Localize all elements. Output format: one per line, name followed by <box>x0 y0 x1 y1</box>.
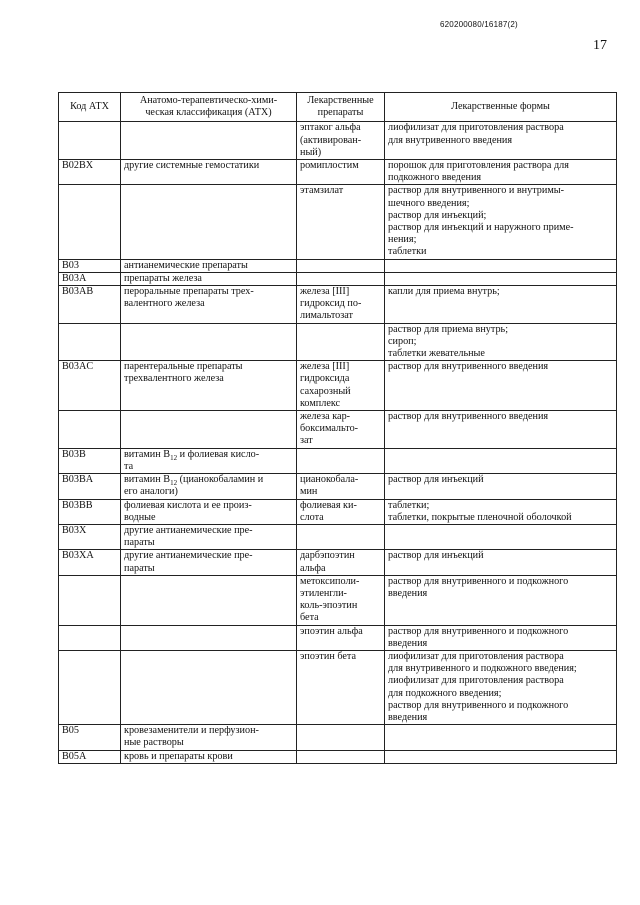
dosage-forms-cell: раствор для внутривенного и внутримы- шечного введения; раствор для инъекций; раствор для инъекций и наружного приме- нения; таблетки <box>385 185 617 259</box>
table-row <box>59 448 617 473</box>
drug-cell: фолиевая ки- слота <box>297 499 385 524</box>
drug-cell: этамзилат <box>297 185 385 259</box>
atc-code-cell <box>59 650 121 724</box>
dosage-forms-cell: таблетки; таблетки, покрытые пленочной оболочкой <box>385 499 617 524</box>
drug-cell <box>297 725 385 750</box>
atc-class-cell: витамин $B_{12}$ (цианокобаламин и его аналоги) <box>121 474 297 499</box>
header-drugs: Лекарственные препараты <box>297 93 385 122</box>
table-row <box>59 122 617 160</box>
drug-cell <box>297 448 385 473</box>
drug-cell: ромиплостим <box>297 160 385 185</box>
drug-cell: железа [III] гидроксида сахарозный комплекс <box>297 361 385 411</box>
atc-code-cell: B03B <box>59 448 121 473</box>
drug-cell: эпоэтин альфа <box>297 625 385 650</box>
table-row <box>59 650 617 724</box>
table-row <box>59 160 617 185</box>
drug-cell: железа кар- боксимальто- зат <box>297 411 385 449</box>
atc-code-cell: B02BX <box>59 160 121 185</box>
atc-code-cell: B03AB <box>59 286 121 324</box>
table-row <box>59 185 617 259</box>
atc-class-cell <box>121 575 297 625</box>
drug-cell: дарбэпоэтин альфа <box>297 550 385 575</box>
atc-code-cell: B03BB <box>59 499 121 524</box>
drug-cell: железа [III] гидроксид по- лимальтозат <box>297 286 385 324</box>
atc-code-cell <box>59 575 121 625</box>
atc-code-cell: B03BA <box>59 474 121 499</box>
atc-code-cell: B03 <box>59 259 121 272</box>
document-id: 620200080/16187(2) <box>440 20 518 29</box>
dosage-forms-cell <box>385 524 617 549</box>
atc-class-cell <box>121 650 297 724</box>
atc-code-cell: B05 <box>59 725 121 750</box>
atc-class-cell: кровезаменители и перфузион- ные растворы <box>121 725 297 750</box>
atc-class-cell <box>121 122 297 160</box>
table-row <box>59 323 617 361</box>
table-row <box>59 259 617 272</box>
atc-class-cell: парентеральные препараты трехвалентного железа <box>121 361 297 411</box>
table-row <box>59 272 617 285</box>
table-row <box>59 474 617 499</box>
dosage-forms-cell <box>385 750 617 763</box>
table-row <box>59 524 617 549</box>
atc-class-cell <box>121 185 297 259</box>
drug-cell <box>297 272 385 285</box>
dosage-forms-cell: раствор для внутривенного и подкожного введения <box>385 625 617 650</box>
atc-class-cell <box>121 411 297 449</box>
atc-class-cell <box>121 323 297 361</box>
atc-code-cell: B05A <box>59 750 121 763</box>
dosage-forms-cell: раствор для приема внутрь; сироп; таблетки жевательные <box>385 323 617 361</box>
dosage-forms-cell: раствор для инъекций <box>385 474 617 499</box>
atc-table <box>58 92 617 764</box>
table-row <box>59 575 617 625</box>
atc-class-cell: фолиевая кислота и ее произ- водные <box>121 499 297 524</box>
atc-code-cell: B03A <box>59 272 121 285</box>
atc-class-cell <box>121 625 297 650</box>
atc-class-cell: другие антианемические пре- параты <box>121 550 297 575</box>
dosage-forms-cell: капли для приема внутрь; <box>385 286 617 324</box>
drug-cell <box>297 524 385 549</box>
drug-cell <box>297 323 385 361</box>
header-classification: Анатомо-терапевтическо-хими- ческая классификация (АТХ) <box>121 93 297 122</box>
dosage-forms-cell: порошок для приготовления раствора для подкожного введения <box>385 160 617 185</box>
dosage-forms-cell: лиофилизат для приготовления раствора для внутривенного и подкожного введения; лиофилизат для приготовления раствора для подкожного введения; раствор для внутривенного и подкожного введения <box>385 650 617 724</box>
drug-cell: эптаког альфа (активирован- ный) <box>297 122 385 160</box>
atc-code-cell <box>59 411 121 449</box>
atc-class-cell: антианемические препараты <box>121 259 297 272</box>
drug-cell <box>297 750 385 763</box>
atc-class-cell: препараты железа <box>121 272 297 285</box>
atc-class-cell: витамин $B_{12}$ и фолиевая кисло- та <box>121 448 297 473</box>
dosage-forms-cell <box>385 272 617 285</box>
drug-cell: эпоэтин бета <box>297 650 385 724</box>
atc-class-cell: пероральные препараты трех- валентного железа <box>121 286 297 324</box>
table-row <box>59 361 617 411</box>
dosage-forms-cell: раствор для внутривенного введения <box>385 411 617 449</box>
atc-code-cell: B03X <box>59 524 121 549</box>
table-row <box>59 550 617 575</box>
atc-code-cell <box>59 122 121 160</box>
table-row <box>59 750 617 763</box>
dosage-forms-cell: раствор для внутривенного введения <box>385 361 617 411</box>
table-header-row <box>59 93 617 122</box>
dosage-forms-cell: лиофилизат для приготовления раствора для внутривенного введения <box>385 122 617 160</box>
table-row <box>59 625 617 650</box>
table-row <box>59 411 617 449</box>
atc-class-cell: кровь и препараты крови <box>121 750 297 763</box>
atc-code-cell <box>59 185 121 259</box>
drug-cell: метоксиполи- этиленгли- коль-эпоэтин бета <box>297 575 385 625</box>
dosage-forms-cell <box>385 259 617 272</box>
table-row <box>59 725 617 750</box>
header-forms: Лекарственные формы <box>385 93 617 122</box>
atc-class-cell: другие системные гемостатики <box>121 160 297 185</box>
dosage-forms-cell: раствор для инъекций <box>385 550 617 575</box>
header-code: Код АТХ <box>59 93 121 122</box>
table-row <box>59 286 617 324</box>
drug-cell <box>297 259 385 272</box>
atc-code-cell <box>59 625 121 650</box>
atc-code-cell: B03XA <box>59 550 121 575</box>
atc-class-cell: другие антианемические пре- параты <box>121 524 297 549</box>
page-number: 17 <box>593 38 607 53</box>
atc-code-cell <box>59 323 121 361</box>
dosage-forms-cell: раствор для внутривенного и подкожного введения <box>385 575 617 625</box>
dosage-forms-cell <box>385 725 617 750</box>
table-row <box>59 499 617 524</box>
dosage-forms-cell <box>385 448 617 473</box>
atc-code-cell: B03AC <box>59 361 121 411</box>
drug-cell: цианокобала- мин <box>297 474 385 499</box>
